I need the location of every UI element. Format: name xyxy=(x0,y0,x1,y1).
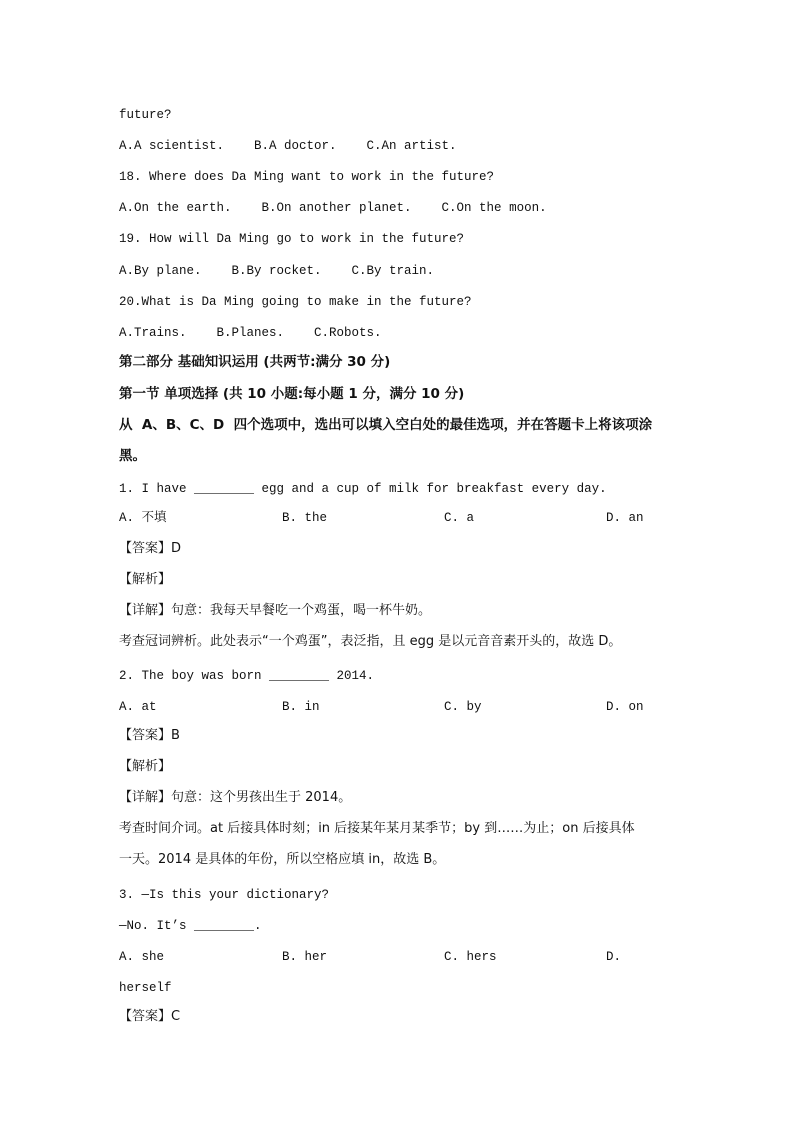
instruction-line1: 从 A、B、C、D 四个选项中，选出可以填入空白处的最佳选项，并在答题卡上将该项涂 xyxy=(119,417,653,433)
q3-option-d: D. xyxy=(606,950,622,964)
q3-option-a: A. she xyxy=(119,950,165,964)
q1-option-c: C. a xyxy=(444,511,475,525)
q2-answer: 【答案】B xyxy=(119,728,180,743)
line-q18-options: A.On the earth. B.On another planet. C.On the moon. xyxy=(119,201,547,215)
q2-explanation-line1: 考查时间介词。at 后接具体时刻；in 后接某年某月某季节；by 到……为止；on 后接具体 xyxy=(119,821,635,836)
q3-stem-line1: 3. —Is this your dictionary? xyxy=(119,888,330,902)
q1-detail: 【详解】句意：我每天早餐吃一个鸡蛋，喝一杯牛奶。 xyxy=(119,603,432,618)
q1-stem: 1. I have ________ egg and a cup of milk for breakfast every day. xyxy=(119,482,607,496)
q1-option-d: D. an xyxy=(606,511,644,525)
line-q17-tail: future? xyxy=(119,108,172,122)
q2-detail: 【详解】句意：这个男孩出生于 2014。 xyxy=(119,790,352,805)
part2-title: 第二部分 基础知识运用 (共两节:满分 30 分) xyxy=(119,354,391,370)
q3-stem-line2: —No. It’s ________. xyxy=(119,919,262,933)
q2-option-b: B. in xyxy=(282,700,320,714)
line-q19: 19. How will Da Ming go to work in the future? xyxy=(119,232,465,246)
q3-option-c: C. hers xyxy=(444,950,497,964)
instruction-line2: 黑。 xyxy=(119,448,146,464)
q3-option-b: B. her xyxy=(282,950,328,964)
q1-answer: 【答案】D xyxy=(119,541,182,556)
q3-option-d-wrap: herself xyxy=(119,981,172,995)
q2-stem: 2. The boy was born ________ 2014. xyxy=(119,669,375,683)
q2-option-a: A. at xyxy=(119,700,157,714)
line-q19-options: A.By plane. B.By rocket. C.By train. xyxy=(119,264,435,278)
q2-option-c: C. by xyxy=(444,700,482,714)
q2-option-d: D. on xyxy=(606,700,644,714)
q2-analysis: 【解析】 xyxy=(119,759,172,774)
line-q17-options: A.A scientist. B.A doctor. C.An artist. xyxy=(119,139,457,153)
section1-title: 第一节 单项选择 (共 10 小题:每小题 1 分，满分 10 分) xyxy=(119,386,465,402)
line-q18: 18. Where does Da Ming want to work in the future? xyxy=(119,170,495,184)
q2-explanation-line2: 一天。2014 是具体的年份，所以空格应填 in，故选 B。 xyxy=(119,852,446,867)
q1-option-b: B. the xyxy=(282,511,328,525)
q1-analysis: 【解析】 xyxy=(119,572,172,587)
q1-option-a: A. 不填 xyxy=(119,511,167,525)
line-q20-options: A.Trains. B.Planes. C.Robots. xyxy=(119,326,382,340)
line-q20: 20.What is Da Ming going to make in the future? xyxy=(119,295,472,309)
q3-answer: 【答案】C xyxy=(119,1009,181,1024)
q1-explanation: 考查冠词辨析。此处表示“一个鸡蛋”，表泛指，且 egg 是以元音音素开头的，故选 D。 xyxy=(119,634,622,649)
